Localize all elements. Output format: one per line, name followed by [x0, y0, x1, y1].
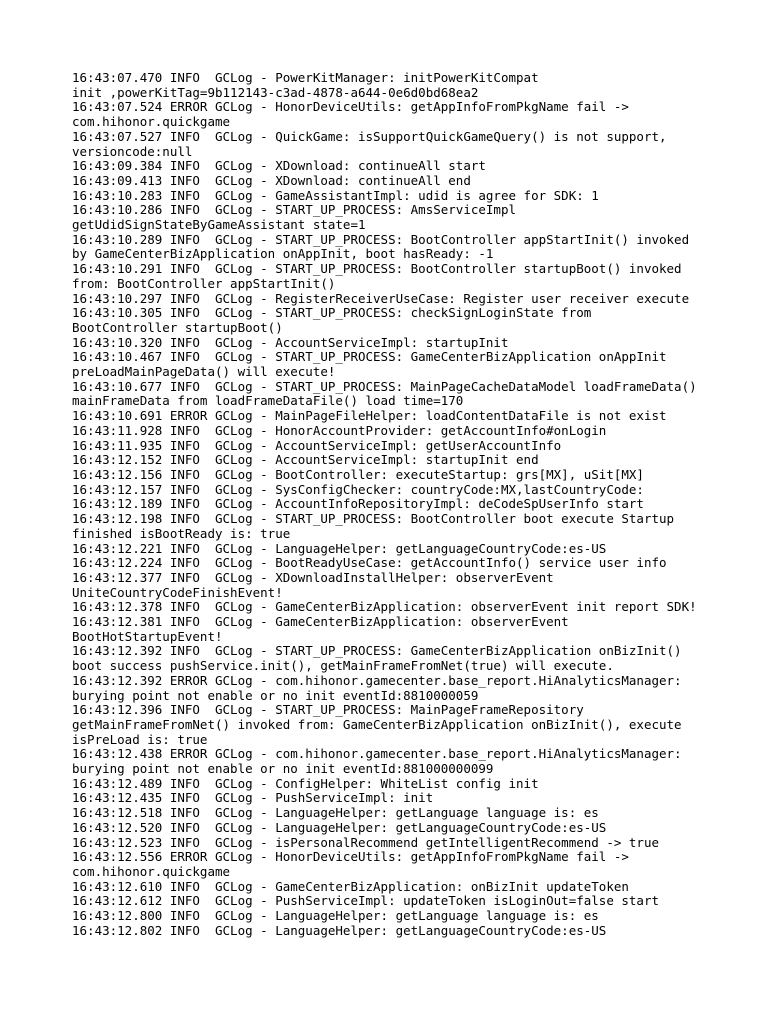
log-line: 16:43:10.320 INFO GCLog - AccountServiceImpl: startupInit	[72, 334, 509, 350]
log-line: 16:43:11.935 INFO GCLog - AccountServiceImpl: getUserAccountInfo	[72, 437, 562, 453]
log-line: 16:43:10.291 INFO GCLog - START_UP_PROCESS: BootController startupBoot() invoked	[72, 261, 682, 277]
log-line: 16:43:10.297 INFO GCLog - RegisterReceiverUseCase: Register user receiver execute	[72, 290, 690, 306]
log-line: 16:43:12.152 INFO GCLog - AccountServiceImpl: startupInit end	[72, 452, 539, 468]
log-line: 16:43:12.438 ERROR GCLog - com.hihonor.gamecenter.base_report.HiAnalyticsManager:	[72, 746, 682, 762]
log-line: init ,powerKitTag=9b112143-c3ad-4878-a644-0e6d0bd68ea2	[72, 84, 479, 100]
log-line: 16:43:11.928 INFO GCLog - HonorAccountProvider: getAccountInfo#onLogin	[72, 422, 607, 438]
log-line: 16:43:12.221 INFO GCLog - LanguageHelper: getLanguageCountryCode:es-US	[72, 540, 607, 556]
log-line: boot success pushService.init(), getMainFrameFromNet(true) will execute.	[72, 658, 614, 674]
log-line: mainFrameData from loadFrameDataFile() load time=170	[72, 393, 464, 409]
log-line: 16:43:12.377 INFO GCLog - XDownloadInstallHelper: observerEvent	[72, 569, 554, 585]
log-line: com.hihonor.quickgame	[72, 114, 231, 130]
log-line: 16:43:10.677 INFO GCLog - START_UP_PROCESS: MainPageCacheDataModel loadFrameData()	[72, 378, 697, 394]
log-line: getMainFrameFromNet() invoked from: GameCenterBizApplication onBizInit(), execute	[72, 716, 682, 732]
log-line: 16:43:10.467 INFO GCLog - START_UP_PROCESS: GameCenterBizApplication onAppInit	[72, 349, 667, 365]
log-line: 16:43:12.802 INFO GCLog - LanguageHelper: getLanguageCountryCode:es-US	[72, 922, 607, 938]
log-line: 16:43:12.381 INFO GCLog - GameCenterBizApplication: observerEvent	[72, 614, 569, 630]
log-line: 16:43:12.612 INFO GCLog - PushServiceImpl: updateToken isLoginOut=false start	[72, 893, 659, 909]
log-document	[72, 71, 752, 938]
log-line: from: BootController appStartInit()	[72, 275, 336, 291]
log-line: 16:43:12.800 INFO GCLog - LanguageHelper: getLanguage language is: es	[72, 908, 599, 924]
log-line: 16:43:07.524 ERROR GCLog - HonorDeviceUtils: getAppInfoFromPkgName fail ->	[72, 99, 629, 115]
log-line: BootController startupBoot()	[72, 319, 283, 335]
log-line: 16:43:12.435 INFO GCLog - PushServiceImpl: init	[72, 790, 434, 806]
log-line: 16:43:09.413 INFO GCLog - XDownload: continueAll end	[72, 172, 471, 188]
log-line: 16:43:12.156 INFO GCLog - BootController: executeStartup: grs[MX], uSit[MX]	[72, 466, 644, 482]
log-line: 16:43:12.556 ERROR GCLog - HonorDeviceUtils: getAppInfoFromPkgName fail ->	[72, 849, 629, 865]
log-line: 16:43:12.198 INFO GCLog - START_UP_PROCESS: BootController boot execute Startup	[72, 511, 675, 527]
log-line: versioncode:null	[72, 143, 193, 159]
log-line: 16:43:12.610 INFO GCLog - GameCenterBizApplication: onBizInit updateToken	[72, 878, 629, 894]
log-line: 16:43:12.189 INFO GCLog - AccountInfoRepositoryImpl: deCodeSpUserInfo start	[72, 496, 644, 512]
log-line: 16:43:10.283 INFO GCLog - GameAssistantImpl: udid is agree for SDK: 1	[72, 187, 599, 203]
log-line: 16:43:10.289 INFO GCLog - START_UP_PROCESS: BootController appStartInit() invoked	[72, 231, 690, 247]
log-line: UniteCountryCodeFinishEvent!	[72, 584, 283, 600]
log-line: burying point not enable or no init eventId:881000000099	[72, 761, 494, 777]
log-line: com.hihonor.quickgame	[72, 863, 231, 879]
log-line: 16:43:12.224 INFO GCLog - BootReadyUseCase: getAccountInfo() service user info	[72, 555, 667, 571]
log-line: 16:43:12.157 INFO GCLog - SysConfigChecker: countryCode:MX,lastCountryCode:	[72, 481, 644, 497]
log-line: 16:43:12.523 INFO GCLog - isPersonalRecommend getIntelligentRecommend -> true	[72, 834, 659, 850]
log-line: 16:43:12.489 INFO GCLog - ConfigHelper: WhiteList config init	[72, 775, 539, 791]
log-line: BootHotStartupEvent!	[72, 628, 223, 644]
log-line: 16:43:09.384 INFO GCLog - XDownload: continueAll start	[72, 158, 486, 174]
log-line: 16:43:10.691 ERROR GCLog - MainPageFileHelper: loadContentDataFile is not exist	[72, 408, 667, 424]
log-line: burying point not enable or no init eventId:8810000059	[72, 687, 479, 703]
log-line: isPreLoad is: true	[72, 731, 208, 747]
log-line: finished isBootReady is: true	[72, 525, 291, 541]
log-line: 16:43:12.378 INFO GCLog - GameCenterBizApplication: observerEvent init report SDK!	[72, 599, 697, 615]
log-line: 16:43:12.518 INFO GCLog - LanguageHelper: getLanguage language is: es	[72, 805, 599, 821]
log-line: 16:43:12.520 INFO GCLog - LanguageHelper: getLanguageCountryCode:es-US	[72, 819, 607, 835]
log-line: 16:43:12.392 INFO GCLog - START_UP_PROCESS: GameCenterBizApplication onBizInit()	[72, 643, 682, 659]
log-line: getUdidSignStateByGameAssistant state=1	[72, 217, 366, 233]
log-line: 16:43:07.527 INFO GCLog - QuickGame: isSupportQuickGameQuery() is not support,	[72, 128, 667, 144]
log-line: preLoadMainPageData() will execute!	[72, 364, 336, 380]
log-line: 16:43:07.470 INFO GCLog - PowerKitManager: initPowerKitCompat	[72, 70, 539, 85]
log-line: 16:43:10.286 INFO GCLog - START_UP_PROCESS: AmsServiceImpl	[72, 202, 517, 218]
log-line: 16:43:10.305 INFO GCLog - START_UP_PROCESS: checkSignLoginState from	[72, 305, 592, 321]
log-line: by GameCenterBizApplication onAppInit, boot hasReady: -1	[72, 246, 494, 262]
log-line: 16:43:12.396 INFO GCLog - START_UP_PROCESS: MainPageFrameRepository	[72, 702, 584, 718]
log-line: 16:43:12.392 ERROR GCLog - com.hihonor.gamecenter.base_report.HiAnalyticsManager:	[72, 672, 682, 688]
